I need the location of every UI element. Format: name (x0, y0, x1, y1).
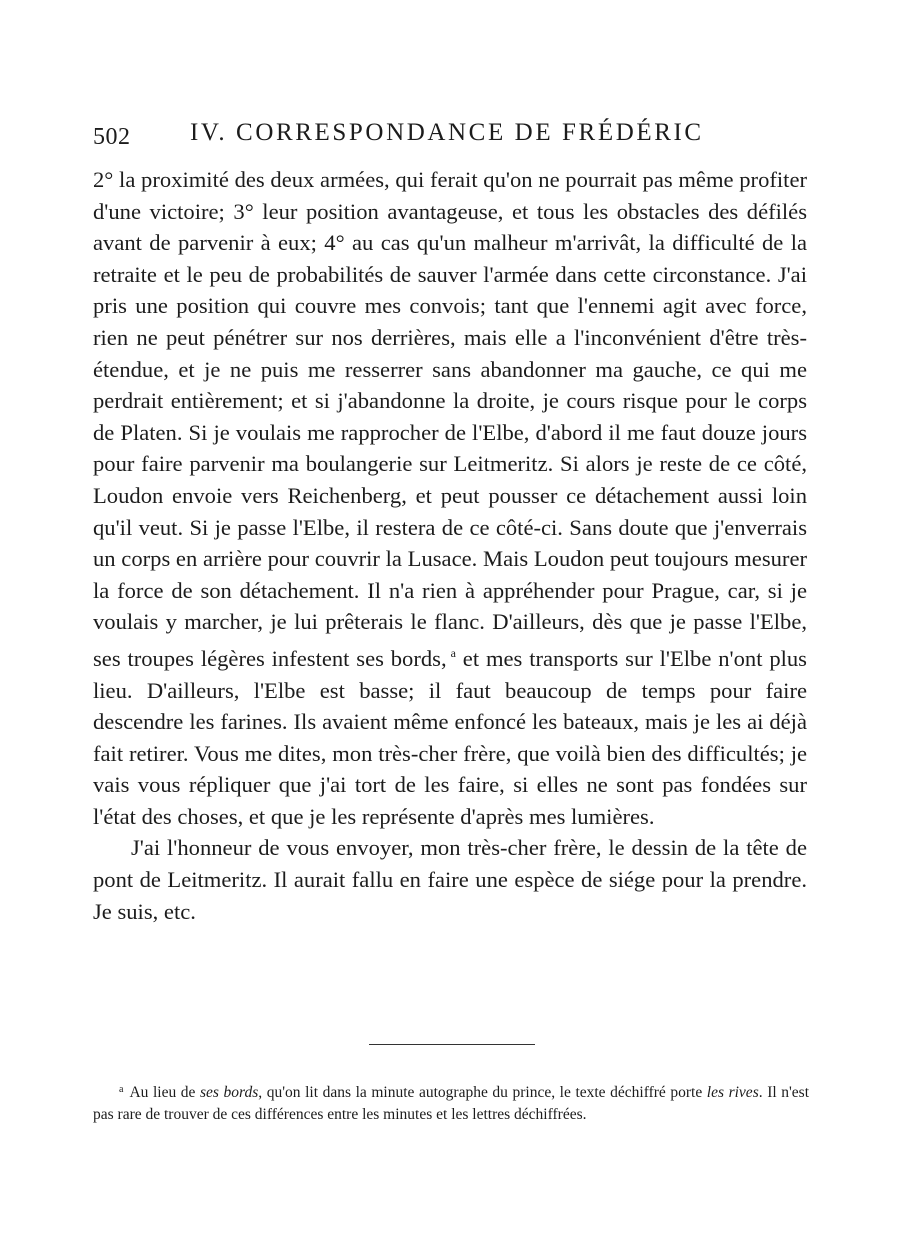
page-number: 502 (93, 124, 131, 150)
footnote-text-3: . Il n'est pas rare de trouver de ces différences entre les minutes et les lettres déchiffrées. (93, 1084, 809, 1123)
footnote-reference[interactable]: a (450, 645, 456, 660)
footnote-text (93, 1079, 809, 1126)
footnote-text-1: Au lieu de (129, 1084, 201, 1101)
footnote-italic-les-rives: les rives (706, 1084, 759, 1101)
paragraph-1-text-b: et mes transports sur l'Elbe n'ont plus lieu. D'ailleurs, l'Elbe est basse; il faut beaucoup de temps pour faire descendre les farines. Ils avaient même enfoncé les bateaux, mais je les ai déjà fait retirer. Vous me dites, mon très-cher frère, que voilà bien des difficultés; je vais vous répliquer que j'ai tort de les faire, si elles ne sont pas fondées sur l'état des choses, et que je les représente d'après mes lumières. (93, 645, 807, 829)
footnote-text-2: , qu'on lit dans la minute autographe du prince, le texte déchiffré porte (258, 1084, 707, 1101)
main-text (93, 164, 807, 927)
footnote-italic-ses-bords: ses bords (200, 1084, 259, 1101)
footnote-label: a (119, 1084, 124, 1095)
paragraph-1-text-a: 2° la proximité des deux armées, qui ferait qu'on ne pourrait pas même profiter d'une victoire; 3° leur position avantageuse, et tous les obstacles des défilés avant de parvenir à eux; 4° au cas qu'un malheur m'arrivât, la difficulté de la retraite et le peu de probabilités de sauver l'armée dans cette circonstance. J'ai pris une position qui couvre mes convois; tant que l'ennemi agit avec force, rien ne peut pénétrer sur nos derrières, mais elle a l'inconvénient d'être très-étendue, et je ne puis me resserrer sans abandonner ma gauche, ce qui me perdrait entièrement; et si j'abandonne la droite, je cours risque pour le corps de Platen. Si je voulais me rapprocher de l'Elbe, d'abord il me faut douze jours pour faire parvenir ma boulangerie sur Leitmeritz. Si alors je reste de ce côté, Loudon envoie vers Reichenberg, et peut pousser ce détachement aussi loin qu'il veut. Si je passe l'Elbe, il restera de ce côté-ci. Sans doute que j'enverrais un corps en arrière pour couvrir la Lusace. Mais Loudon peut toujours mesurer la force de son détachement. Il n'a rien à appréhender pour Prague, car, si je voulais y marcher, je lui prêterais le flanc. D'ailleurs, dès que je passe l'Elbe, ses troupes légères infestent ses bords, (93, 167, 807, 671)
footnote (93, 1079, 809, 1126)
paragraph-2: J'ai l'honneur de vous envoyer, mon très-cher frère, le dessin de la tête de pont de Leitmeritz. Il aurait fallu en faire une espèce de siége pour la prendre. Je suis, etc. (93, 835, 807, 924)
paragraph-1 (93, 164, 807, 832)
running-head (93, 116, 713, 152)
running-title: IV. CORRESPONDANCE DE FRÉDÉRIC (190, 119, 704, 146)
footnote-separator (369, 1044, 535, 1045)
